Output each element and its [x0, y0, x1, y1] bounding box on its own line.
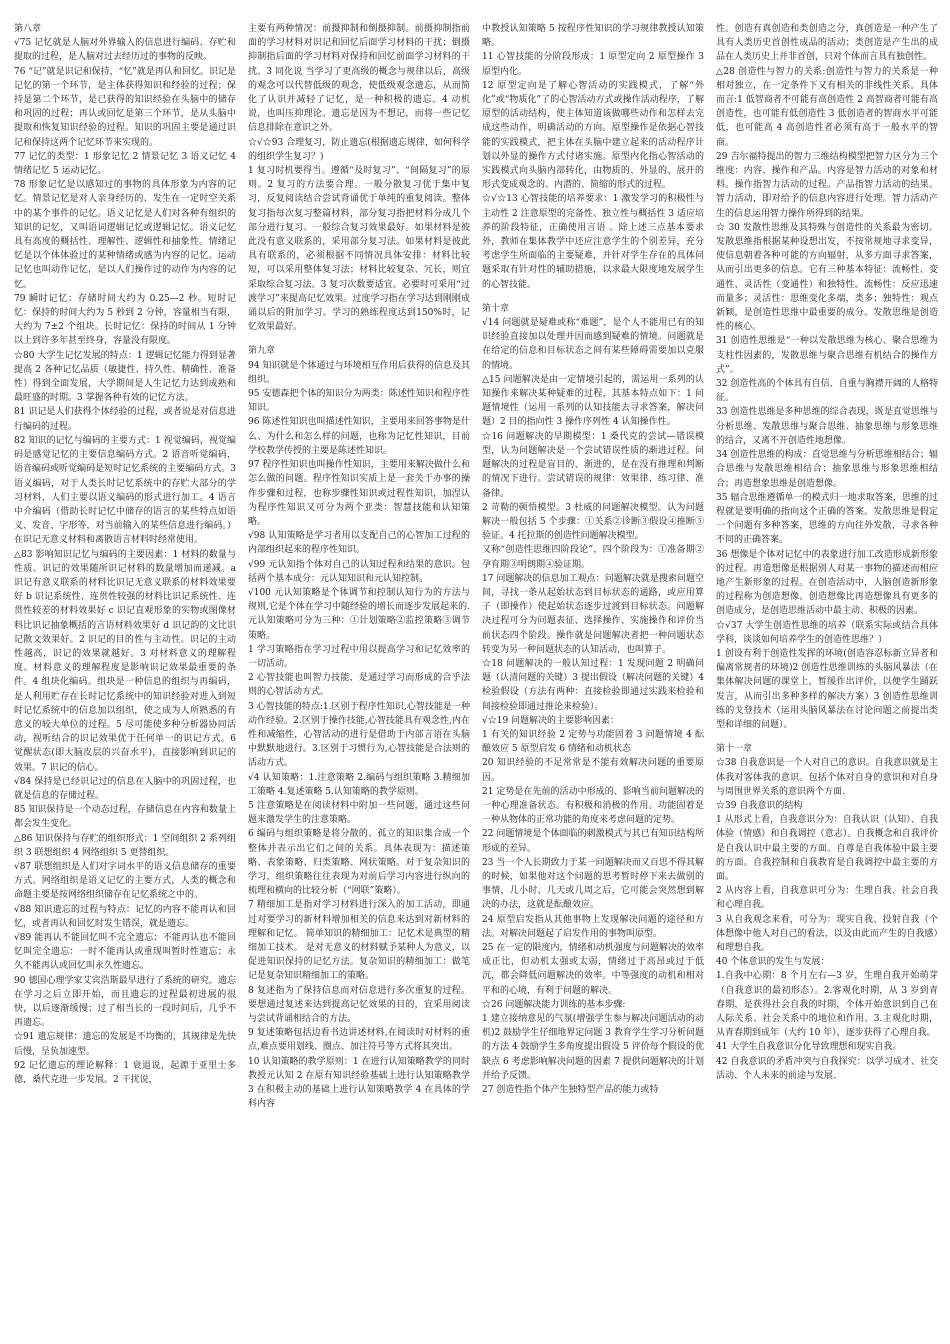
- paragraph: 77 记忆的类型：1 形象记忆 2 情景记忆 3 语义记忆 4 情绪记忆 5 运动记忆。: [14, 151, 236, 177]
- paragraph: 23 当一个人长期致力于某一问题解决而又百思不得其解的时候，如果他对这个问题的思考暂时停下来去做别的事情，几小时、几天或几周之后，它可能会突然想到解决的办法，这就是酝酿效应。: [482, 857, 704, 911]
- paragraph: 7 精细加工是指对学习材料进行深入的加工活动，即通过对要学习的新材料增加相关的信息来达到对新材料的理解和记忆。 简单知识的精细加工：记忆术是典型的精细加工技术。 是对无意义的材料赋予某种人为意义，以促进知识保持的记忆方法。复杂知识的精细加工：做笔记是复杂知识精细加工的策略。: [248, 900, 470, 982]
- paragraph: 76 “记”就是识记和保持，“忆”就是再认和回忆。识记是记忆的第一个环节，是主体获得知识和经验的过程；保持是第二个环节，是已获得的知识经验在头脑中的储存和巩固的过程；再认或回忆是第三个环节，是从头脑中提取和恢复知识经验的过程。知识的巩固主要是通过识记和保持这两个记忆环节来实现的。: [14, 66, 236, 148]
- paragraph: ☆91 遗忘规律：遗忘的发展是不均衡的，其规律是先快后慢，呈负加速型。: [14, 1032, 236, 1057]
- paragraph: √75 记忆就是人脑对外界输入的信息进行编码、存贮和提取的过程，是人脑对过去经历过的事物的反映。: [14, 38, 236, 63]
- text-column-1: [14, 22, 236, 1338]
- paragraph: 中教授认知策略 5 按程序性知识的学习规律教授认知策略。: [482, 24, 704, 49]
- paragraph: 78 形象记忆是以感知过的事物的具体形象为内容的记忆。情景记忆是对人亲身经历的、发生在一定时空关系中的某个事件的记忆。语义记忆是人们对各种有组织的知识的记忆，又叫语词逻辑记忆或逻辑记忆。语义记忆具有高度的概括性、理解性、逻辑性和抽象性。情绪记忆是以个体体验过的某种情绪或感为内容的记忆。运动记忆也叫动作记忆，是以人们操作过的动作为内容的记忆。: [14, 180, 236, 290]
- paragraph: ☆80 大学生记忆发展的特点：1 逻辑记忆能力得到显著提高 2 各种记忆品质（敏捷性、持久性、精确性、准备性）得到全面发展，大学期间是人生记忆力达到成熟和最旺盛的时期。3 掌握各种有效的记忆方法。: [14, 350, 236, 404]
- paragraph: 1 复习时机要得当。遵循“及时复习”、“间隔复习”的原则。2 复习的方法要合理。一般分散复习优于集中复习，反复阅读结合尝试背诵优于单纯的重复阅读。整体复习指每次复习整篇材料，部分复习指把材料分成几个部分进行复习。一般综合复习效果最好。如果材料是彼此没有意义联系的，采用部分复习法。如果材料是彼此具有联系的，必须根据不同情况具体安排：材料比较短，可以采用整体复习法；材料比较复杂、冗长，则宜采取综合复习法。3 复习次数要适宜。必要时可采用“过渡学习”来提高记忆效果。过度学习指在学习达到刚刚成诵以后的附加学习。学习的熟练程度达到150%时，记忆效果最好。: [248, 166, 470, 333]
- paragraph: 1 有关的知识经验 2 定势与功能固着 3 问题情境 4 酝酿效应 5 原型启发 6 情绪和动机状态: [482, 729, 704, 755]
- paragraph: 2 苛勒的顿悟模型。3 杜威的问题解决模型。认为问题解决一般包括 5 个步骤：①关系②诊断③假设④推断⑤验证。4 托拉斯的创造性问题解决模型。: [482, 502, 704, 542]
- paragraph: 40 个体意识的发生与发展：: [716, 957, 830, 968]
- paragraph: 10 认知策略的教学原则：1 在进行认知策略教学的同时教授元认知 2 在原有知识经验基础上进行认知策略教学 3 在积极主动的基础上进行认知策略教学 4 在具体的学科内容: [248, 1056, 470, 1110]
- paragraph: 94 知识就是个体通过与环境相互作用后获得的信息及其组织。: [248, 360, 470, 385]
- paragraph: 33 创造性思维是多种思维的综合表现，既是直觉思维与分析思维、发散思维与聚合思维、抽象思维与形象思维的结合，又离不开创造性地想像。: [716, 407, 938, 446]
- paragraph: 20 知识经验的不足常常是不能有效解决问题的重要原因。: [482, 758, 704, 783]
- paragraph: 主要有两种情况：前摄抑制和倒摄抑制。前摄抑制指前面的学习材料对识记和回忆后面学习材料的干扰；倒摄抑制指后面的学习材料对保持和回忆前面学习材料的干扰。3 同化说 当学习了更高级的概念与规律以后，高级的观念可以代替低级的观念，使低级观念遗忘，从而简化了认识并减轻了记忆，是一种积极的遗忘。4 动机说，也叫压抑理论。遗忘是因为不想记，而将一些记忆信息排除在意识之外。: [248, 24, 470, 134]
- text-column-4: [716, 22, 938, 1338]
- paragraph: √87 联想组织是人们对字词水平的语义信息储存的重要方式。网络组织是语义记忆的主要方式，人类的概念和命题主要是按网络组织储存在记忆系统之中的。: [14, 861, 236, 901]
- paragraph: ☆√☆13 心智技能的培养要求：1 激发学习的积极性与主动性 2 注意原型的完备性、独立性与概括性 3 适应培养的阶段特征，正确使用言语 。除上述三点基本要求外，教师在集体教学中还应注意学生的个别差异，充分考虑学生所面临的主要疑难，并针对学生存在的具体问题采取有针对性的辅助措施，以求最大限度地发展学生的心智技能。: [482, 194, 704, 290]
- document-page: [14, 22, 938, 1338]
- paragraph: √84 保持是已经识记过的信息在人脑中的巩固过程，也就是信息的存储过程。: [14, 776, 236, 801]
- paragraph: 25 在一定的限度内，情绪和动机强度与问题解决的效率成正比，但动机太强或太弱，情绪过于高昂或过于低沉，都会降低问题解决的效率。中等强度的动机和相对平和的心境，有利于问题的解决。: [482, 943, 704, 996]
- paragraph: 90 德国心理学家艾宾浩斯最早进行了系统的研究。遗忘在学习之后立即开始，而且遗忘的过程最初进展的很快，以后逐渐缓慢；过了相当长的一段时间后，几乎不再遗忘。: [14, 975, 236, 1029]
- paragraph: 42 自我意识的矛盾冲突与自我探究：以学习成才、社交活动、个人未来的前途与发展、: [716, 1056, 938, 1081]
- paragraph: 29 吉尔福特提出的智力三维结构模型把智力区分为三个维度：内容、操作和产品。内容是智力活动的对象和材料。操作指智力活动的过程。产品指智力活动的结果。智力活动，即对给予的信息内容进行处理。智力活动产生的信息运用智力操作所得到的结果。: [716, 151, 938, 219]
- paragraph: 1 学习策略指在学习过程中用以提高学习和记忆效率的一切活动。: [248, 644, 470, 669]
- paragraph: 12 原型定向是了解心智活动的实践模式，了解“外化”或“物质化”了的心智活动方式或操作活动程序，了解原型的活动结构，使主体知道该做哪些动作和怎样去完成这些动作，明确活动的方向。原型操作是依据心智技能的实践模式，把主体在头脑中建立起来的活动程序计划以外显的操作方式付诸实施。原型内化指心智活动的实践模式向头脑内部转化，由物质的、外显的、展开的形式变成观念的、内潜的、简缩的形式的过程。: [482, 80, 704, 191]
- paragraph: ☆ 30 发散性思维及其特殊与创造性的关系最为密切。发散思维指根据某种设想出发，不按常规地寻求变异，使信息朝着各种可能的方向辐射，从多方面寻求答案，从而引出更多的信息。它有三种基本特征：流畅性、变通性、灵活性（变通性）和独特性。流畅性：反应迅速而量多；灵活性：思维变化多端，类多；独特性：观点新颖，是创造性思维中最重要的成分。发散思维是创造性的核心。: [716, 222, 938, 333]
- paragraph: 第十章: [482, 303, 510, 314]
- paragraph: △86 知识保持与存贮的组织形式：1 空间组织 2 系列组织 3 联想组织 4 网络组织 5 更替组织。: [14, 833, 236, 858]
- paragraph: 81 识记是人们获得个体经验的过程，或者说是对信息进行编码的过程。: [14, 407, 236, 432]
- paragraph: ☆38 自我意识是一个人对自己的意识。自我意识就是主体我对客体我的意识。包括个体对自身的意识和对自身与周围世界关系的意识两个方面.: [716, 758, 938, 797]
- paragraph: 3 心智技能的特点:1.区别于程序性知识,心智技能是一种动作经验。2.区别于操作技能,心智技能具有观念性,内在性和减缩性，心智活动的进行是借助于内部言语在头脑中默默地进行。3.区别于习惯行为,心智技能是合法则的活动方式。: [248, 701, 470, 769]
- paragraph: 8 复述指为了保持信息而对信息进行多次重复的过程。要想通过复述来达到提高记忆效果的目的，宜采用阅读与尝试背诵相结合的方法。: [248, 985, 470, 1025]
- paragraph: 1 从形式上看，自我意识分为：自我认识（认知）、自我体验（情感）和自我调控（意志）。自我概念和自我评价是自我认识中最主要的方面。自尊是自我体验中最主要的方面。自我控制和自我教育是自我调控中最主要的方面。: [716, 815, 938, 882]
- paragraph: 22 问题情境是个体面临的刺激模式与其已有知识结构所形成的差异。: [482, 829, 704, 854]
- paragraph: 第九章: [248, 346, 276, 357]
- paragraph: 21 定势是在先前的活动中形成的、影响当前问题解决的一种心理准备状态。有积极和消极的作用。功能固着是一种从物体的正常功能的角度来考虑问题的定势。: [482, 786, 704, 826]
- paragraph-gap: [482, 292, 704, 302]
- paragraph: ☆39 自我意识的结构: [716, 800, 803, 811]
- paragraph: 第十一章: [716, 744, 753, 755]
- paragraph: 95 安德森把个体的知识分为两类：陈述性知识和程序性知识。: [248, 389, 470, 414]
- paragraph: 36 想像是个体对记忆中的表象进行加工改造形成新形象的过程。再造想像是根据别人对某一事物的描述而相应地产生新形象的过程。在创造活动中，人脑创造新形象的过程称为创造想像。创造想像比再造想像具有更多的创造成分，是创造思维活动中最主动、积极的因素。: [716, 549, 938, 617]
- paragraph: 79 瞬时记忆：存储时间大约为 0.25—2 秒。短时记忆：保持的时间大约为 5 秒到 2 分钟，容量相当有限，大约为 7±2 个组块。长时记忆：保持的时间从 1 分钟以上到许多年甚至终身，容量没有限度。: [14, 293, 236, 347]
- paragraph: √88 知识遗忘的过程与特点：记忆的内容不能再认和回忆，或者再认和回忆时发生错误，就是遗忘。: [14, 904, 236, 929]
- text-column-2: [248, 22, 470, 1338]
- paragraph: 2 从内容上看，自我意识可分为：生理自我、社会自我和心理自我。: [716, 886, 938, 911]
- paragraph: ☆16 问题解决的早期模型：1 桑代克的尝试—错误模型，认为问题解决是一个尝试错误性质的渐进过程。问题解决的过程是盲目的、渐进的，是在没有推理和判断的情况下进行。尝试错误的规律：效果律、练习律、准备律。: [482, 431, 704, 499]
- paragraph: 2 心智技能也叫智力技能，是通过学习而形成的合乎法则的心智活动方式。: [248, 673, 470, 698]
- paragraph: ☆√37 大学生创造性思维的培养（联系实际或结合具体学科，谈谈如何培养学生的创造性思维？）: [716, 620, 938, 645]
- paragraph: ☆√☆93 合理复习，防止遗忘(根据遗忘规律，如何科学的组织学生复习？): [248, 137, 470, 162]
- paragraph: 第八章: [14, 24, 42, 34]
- paragraph: 3 从自我观念来看，可分为：现实自我、投射自我（个体想像中他人对自己的看法，以及由此而产生的自我感）和理想自我。: [716, 914, 938, 953]
- paragraph: √98 认知策略是学习者用以支配自己的心智加工过程的内部组织起来的程序性知识。: [248, 531, 470, 556]
- paragraph: √☆19 问题解决的主要影响因素：: [482, 715, 620, 726]
- paragraph-gap: [248, 334, 470, 344]
- paragraph: 6 编码与组织策略是将分散的、孤立的知识集合成一个整体并表示出它们之间的关系。具体表现为：描述策略、表象策略、归类策略、网状策略。对于复杂知识的学习，组织策略往往表现为对前后学习内容进行纵向的梳理和横向的比较分析（“网联”策略）。: [248, 829, 470, 897]
- paragraph: √4 认知策略：1.注意策略 2.编码与组织策略 3.精细加工策略 4.复述策略 5.认知策略的教学原则。: [248, 772, 470, 797]
- paragraph: 1.自我中心期：8 个月左右—3 岁，生理自我开始萌芽（自我意识的最初形态）。2.客观化时期，从 3 岁到青春期，是获得社会自我的时期，个体开始意识到自己在人际关系、社会关系中的地位和作用。3.主观化时期，从青春期到成年（大约 10 年），逐步获得了心理自我。: [716, 971, 938, 1039]
- paragraph: 34 创造性思维的构成：直觉思维与分析思维相结合；辐合思维与发散思维相结合；抽象思维与形象思维相结合；再造想象思维是创造想像。: [716, 450, 938, 489]
- paragraph: △28 创造性与智力的关系:创造性与智力的关系是一种相对独立，在一定条件下又有相关的非线性关系。具体而言:1 低智商者不可能有高创造性 2 高智商者可能有高创造性，也可能有低创造性 3 低创造者的智商水平可能低，也可能高 4 高创造性者必须有高于一般水平的智商。: [716, 66, 938, 148]
- paragraph: ☆18 问题解决的一般认知过程：1 发现问题 2 明确问题（认清问题的关键）3 提出假设（解决问题的关键）4 检验假设（方法有两种：直接检验即通过实践来检验和间接检验即通过推论来检验）。: [482, 658, 704, 712]
- paragraph: 97 程序性知识也叫操作性知识，主要用来解决做什么和怎么做的问题。程序性知识实质上是一套关于办事的操作步骤和过程，也称步骤性知识或过程性知识，加涅认为程序性知识又可分为两个亚类：智慧技能和认知策略。: [248, 460, 470, 527]
- paragraph: 性。创造有真创造和类创造之分，真创造是一种产生了具有人类历史首创性成品的活动；类创造是产生出的成品在人类历史上并非首创，只对个体而言具有独创性。: [716, 24, 938, 63]
- paragraph: 41 大学生自我意识分化导致理想和现实自我。: [716, 1042, 902, 1053]
- paragraph: 11 心智技能的分阶段形成：1 原型定向 2 原型操作 3 原型内化。: [482, 52, 704, 77]
- paragraph: △83 影响知识记忆与编码的主要因素：1 材料的数量与性质。识记的效果随所识记材料的数量增加而递减。a 识记有意义联系的材料比识记无意义联系的材料效果要好 b 识记系统性、连贯性较强的材料比识记系统性、连贯性较差的材料效果好 c 识记直观形象的实物或图像材料比识记抽象概括的言语材料效果好 d 识记韵的文比识记散文效果好。2 识记的目的性与主动性。识记的主动性越高，识记的效果就越好。3 对材料意义的理解程度。材料意义的理解程度是影响识记效果最重要的条件。4 组块化编码。组块是一种信息的组织与再编码，是人利用贮存在长时记忆系统中的知识经验对进入到短时记忆系统中的信息加以组织，使之成为人所熟悉的有意义的较大单位的过程。5 尽可能使多种分析器协同活动，视听结合的识记效果优于任何单一的识记方式。6 觉醒状态(即大脑皮层的兴奋水平)，直接影响到识记的效果。7 识记的信心。: [14, 549, 236, 773]
- paragraph: 92 记忆遗忘的理论解释：1 衰退说，起源于亚里士多德，桑代克进一步发展。2 干扰说，: [14, 1060, 236, 1086]
- paragraph: 又称“创造性思维四阶段论”，四个阶段为：①准备期②孕育期③明朗期④验证期。: [482, 545, 704, 570]
- paragraph: 1 建立接纳意见的气氛(增强学生参与解决问题活动的动机)2 鼓励学生仔细地界定问题 3 教育学生学习分析问题的方法 4 鼓励学生多角度提出假设 5 评价每个假设的优缺点 6 考虑影响解决问题的因素 7 提供问题解决的计划并给予反馈。: [482, 1014, 704, 1081]
- paragraph-gap: [716, 732, 938, 742]
- paragraph: ☆26 问题解决能力训练的基本步骤:: [482, 999, 626, 1010]
- paragraph: △15 问题解决是由一定情境引起的，需运用一系列的认知操作来解决某种疑难的过程，其基本特点如下：1 问题情境性（运用一系列的认知技能去寻求答案，解决问题）2 目的指向性 3 操作序列性 4 认知操作性。: [482, 374, 704, 428]
- paragraph: 27 创造性指个体产生独特型产品的能力或特: [482, 1085, 659, 1096]
- paragraph: 24 原型启发指从其他事物上发现解决问题的途径和方法。对解决问题起了启发作用的事物叫原型。: [482, 914, 704, 939]
- paragraph: 85 知识保持是一个动态过程，存储信息在内容和数量上都会发生变化。: [14, 805, 236, 830]
- paragraph: √100 元认知策略是个体调节和控制认知行为的方法与规则,它是个体在学习中随经验的增长而逐步发展起来的.元认知策略可分为三种：①计划策略②监控策略③调节策略。: [248, 587, 470, 641]
- paragraph: 96 陈述性知识也叫描述性知识，主要用来回答事物是什么、为什么和怎么样的问题，也称为记忆性知识，目前学校教学传授的主要是陈述性知识。: [248, 417, 470, 456]
- paragraph: 31 创造性思维是“一种以发散思维为核心、聚合思维为支柱性因素的，发散思维与聚合思维有机结合的操作方式”。: [716, 336, 938, 375]
- paragraph: √99 元认知指个体对自己的认知过程和结果的意识。包括两个基本成分：元认知知识和元认知控制。: [248, 559, 470, 584]
- paragraph: 9 复述策略包括边看书边讲述材料,在阅读时对材料的重点,难点要用划线、圈点、加注符号等方式将其突出。: [248, 1028, 470, 1053]
- text-column-3: [482, 22, 704, 1338]
- paragraph: 82 知识的记忆与编码的主要方式：1 视觉编码，视觉编码是感觉记忆的主要信息编码方式。2 语音听觉编码，语音编码或听觉编码是短时记忆系统的主要编码方式。3 语义编码，对于人类长时记忆系统中的存贮大部分的学习材料，人们主要以语义编码的形式进行加工。4 语言中介编码（借助长时记忆中储存的语言的某些特点如语义、发音、字形等，对当前输入的某些信息进行编码。）在识记无意义材料和离散语言材料时经常使用。: [14, 435, 236, 546]
- paragraph: √89 能再认不能回忆叫不完全遗忘；不能再认也不能回忆叫完全遗忘：一时不能再认或重现叫暂时性遗忘；永久不能再认或回忆叫永久性遗忘。: [14, 933, 236, 972]
- paragraph: 17 问题解决的信息加工观点：问题解决就是搜索问题空间，寻找一条从起始状态到目标状态的通路，或应用算子（即操作）使起始状态逐步过渡到目标状态。问题解决过程可分为问题表征、选择操作、实施操作和评价当前状态四个阶段。操作就是问题解决者把一种问题状态转变为另一种问题状态的认知活动，也叫算子。: [482, 573, 704, 655]
- paragraph: 5 注意策略是在阅读材料中附加一些问题，通过这些问题来激发学生的注意策略。: [248, 800, 470, 826]
- paragraph: 1 创设有利于创造性发挥的环境(创造容忍标新立异者和偏离常规者的环境)2 创造性思维训练的头脑风暴法（在集体解决问题的课堂上，暂缓作出评价，以便学生踊跃发言，从而引出多种多样的解决方案）3 创造性思维训练的戈登技术（运用头脑风暴法在讨论问题之前提出类型和详细的问题）。: [716, 648, 938, 730]
- paragraph: 35 辐合思维遵循单一的模式归一地求取答案，思维的过程就是要明确的指向这个正确的答案。发散思维是假定一个问题有多种答案，思维的方向往外发散，寻求各种不同的正确答案。: [716, 492, 938, 546]
- paragraph: 32 创造性高的个体具有自信、自重与胸襟开阔的人格特征。: [716, 379, 938, 404]
- paragraph: √14 问题就是疑难或称“难题”，是个人不能用已有的知识经验直接加以处理并因而感到疑难的情境。问题就是在给定的信息和目标状态之间有某些障碍需要加以克服的情境。: [482, 318, 704, 371]
